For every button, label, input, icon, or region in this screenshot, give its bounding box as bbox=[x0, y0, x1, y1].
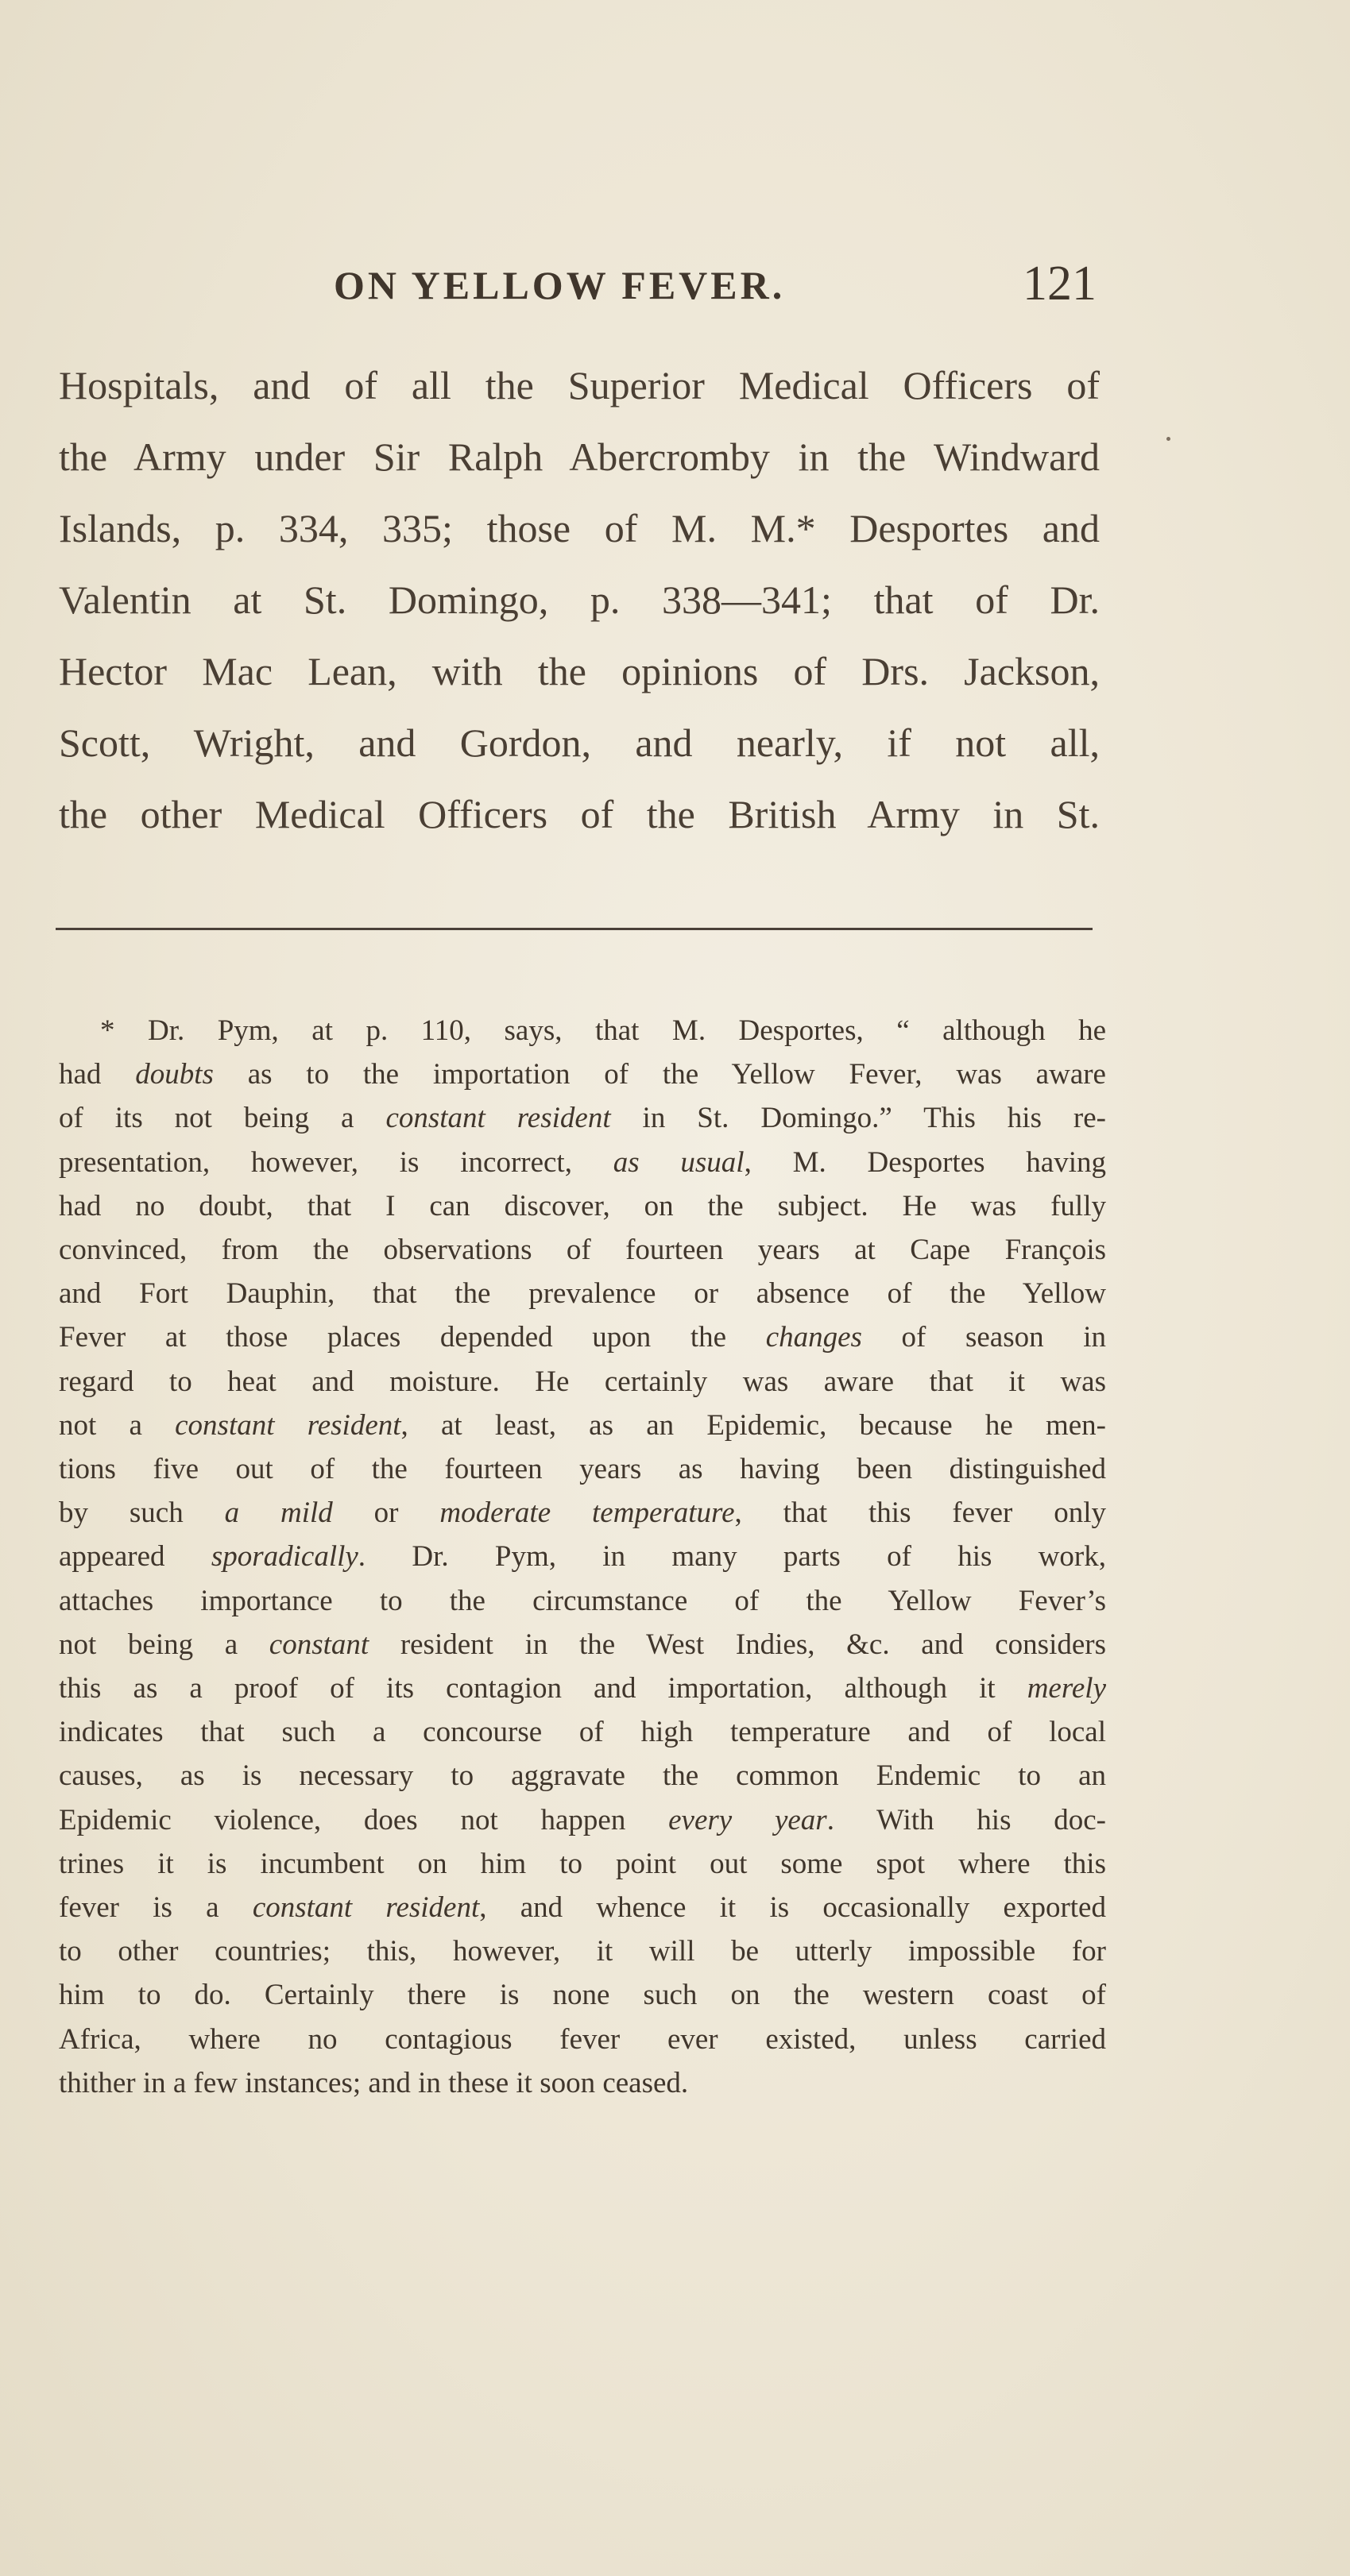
footnote-line bbox=[59, 1491, 1106, 1535]
footnote-line bbox=[59, 1009, 1106, 1052]
footnote-line bbox=[59, 1404, 1106, 1447]
footnote-italic: changes bbox=[765, 1321, 862, 1354]
footnote-line bbox=[59, 1315, 1106, 1359]
footnote-italic: merely bbox=[1027, 1672, 1106, 1705]
footnote-text: in St. Domingo.” This his re- bbox=[610, 1102, 1106, 1135]
footnote-italic: a mild bbox=[224, 1497, 333, 1530]
footnote-text: presentation, however, is incorrect, bbox=[59, 1145, 613, 1179]
page-header bbox=[334, 257, 1097, 311]
footnote-text: had no doubt, that I can discover, on the subject. He was fully bbox=[59, 1189, 1106, 1222]
running-head: ON YELLOW FEVER. bbox=[334, 263, 786, 307]
body-line: the Army under Sir Ralph Abercromby in the Windward bbox=[59, 434, 1100, 479]
footnote-text: Fever at those places depended upon the bbox=[59, 1321, 766, 1354]
footnote-line bbox=[59, 1141, 1106, 1184]
footnote-line bbox=[59, 1579, 1106, 1623]
footnote-text: or bbox=[332, 1497, 440, 1530]
footnote-text: tions five out of the fourteen years as having been distinguished bbox=[59, 1453, 1106, 1486]
footnote-line bbox=[59, 1184, 1106, 1228]
body-line: Islands, p. 334, 335; those of M. M.* Desportes and bbox=[59, 506, 1100, 550]
footnote-text: this as a proof of its contagion and importation, although it bbox=[59, 1672, 1027, 1705]
footnote-line bbox=[59, 1666, 1106, 1710]
footnote-text: not being a bbox=[59, 1628, 269, 1661]
footnote-line bbox=[59, 1623, 1106, 1666]
footnote-italic: constant resident bbox=[385, 1102, 611, 1135]
footnote-text: by such bbox=[59, 1497, 225, 1530]
footnote-line bbox=[59, 1886, 1106, 1929]
footnote-text: had bbox=[59, 1058, 136, 1091]
footnote-text: causes, as is necessary to aggravate the common Endemic to an bbox=[59, 1759, 1106, 1793]
footnote-line bbox=[59, 1535, 1106, 1578]
footnote-italic: constant resident bbox=[252, 1891, 480, 1925]
footnote-separator-rule bbox=[56, 928, 1093, 930]
footnote-line bbox=[59, 1710, 1106, 1754]
footnote-text: . With his doc- bbox=[826, 1803, 1106, 1836]
footnote-italic: as usual bbox=[613, 1145, 745, 1179]
footnote-text: as to the importation of the Yellow Fever, was aware bbox=[213, 1058, 1106, 1091]
footnote-text: , and whence it is occasionally exported bbox=[479, 1891, 1106, 1925]
footnote-text: , that this fever only bbox=[734, 1497, 1107, 1530]
footnote-line bbox=[59, 1842, 1106, 1886]
footnote-line bbox=[59, 1096, 1106, 1140]
body-line: Scott, Wright, and Gordon, and nearly, if not all, bbox=[59, 720, 1100, 765]
footnote-text: resident in the West Indies, &c. and considers bbox=[369, 1628, 1106, 1661]
body-line: Hector Mac Lean, with the opinions of Drs. Jackson, bbox=[59, 649, 1100, 693]
footnote-line bbox=[59, 2018, 1106, 2061]
footnote-text: of season in bbox=[861, 1321, 1106, 1354]
footnote-line bbox=[59, 1052, 1106, 1096]
footnote-text: and Fort Dauphin, that the prevalence or absence of the Yellow bbox=[59, 1277, 1106, 1311]
footnote-text: convinced, from the observations of fourteen years at Cape François bbox=[59, 1234, 1106, 1267]
paper-speck bbox=[1166, 437, 1170, 441]
footnote-text: him to do. Certainly there is none such on the western coast of bbox=[59, 1979, 1106, 2012]
footnote-line bbox=[59, 1447, 1106, 1491]
footnote-line bbox=[59, 1973, 1106, 2017]
footnote-italic: constant bbox=[269, 1628, 369, 1661]
footnote-text: to other countries; this, however, it will be utterly impossible for bbox=[59, 1935, 1106, 1968]
footnote-line bbox=[59, 1360, 1106, 1404]
footnote-text: , M. Desportes having bbox=[744, 1145, 1106, 1179]
footnote-line bbox=[59, 1228, 1106, 1272]
page-number: 121 bbox=[1023, 257, 1097, 311]
footnote-text: regard to heat and moisture. He certainly was aware that it was bbox=[59, 1365, 1106, 1398]
footnote-text: thither in a few instances; and in these it soon ceased. bbox=[59, 2066, 689, 2099]
footnote-text: indicates that such a concourse of high temperature and of local bbox=[59, 1716, 1106, 1749]
footnote-text: * Dr. Pym, at p. 110, says, that M. Desportes, “ although he bbox=[100, 1014, 1106, 1047]
footnote-italic: every year bbox=[668, 1803, 827, 1836]
footnote-text: attaches importance to the circumstance of the Yellow Fever’s bbox=[59, 1584, 1106, 1617]
footnote-text: . Dr. Pym, in many parts of his work, bbox=[358, 1540, 1106, 1574]
body-line: Valentin at St. Domingo, p. 338—341; that of Dr. bbox=[59, 577, 1100, 622]
footnote-line bbox=[59, 1798, 1106, 1842]
footnote-italic: constant resident bbox=[175, 1408, 401, 1442]
footnote-line bbox=[59, 2061, 1106, 2105]
footnote-text: appeared bbox=[59, 1540, 211, 1574]
footnote-text: Epidemic violence, does not happen bbox=[59, 1803, 669, 1836]
footnote-text: fever is a bbox=[59, 1891, 253, 1925]
body-text bbox=[59, 350, 1100, 850]
footnote-text: Africa, where no contagious fever ever existed, unless carried bbox=[59, 2022, 1106, 2056]
footnote-line bbox=[59, 1754, 1106, 1798]
footnote-text: , at least, as an Epidemic, because he men- bbox=[400, 1408, 1107, 1442]
footnote-italic: sporadically bbox=[211, 1540, 358, 1574]
body-line: the other Medical Officers of the British Army in St. bbox=[59, 792, 1100, 836]
footnote-text: trines it is incumbent on him to point out some spot where this bbox=[59, 1847, 1106, 1880]
footnote bbox=[59, 1009, 1106, 2105]
footnote-line bbox=[59, 1929, 1106, 1973]
footnote-text: not a bbox=[59, 1408, 176, 1442]
body-line: Hospitals, and of all the Superior Medical Officers of bbox=[59, 363, 1100, 407]
footnote-italic: moderate temperature bbox=[439, 1497, 735, 1530]
footnote-italic: doubts bbox=[135, 1058, 214, 1091]
footnote-text: of its not being a bbox=[59, 1102, 386, 1135]
footnote-line bbox=[59, 1272, 1106, 1315]
